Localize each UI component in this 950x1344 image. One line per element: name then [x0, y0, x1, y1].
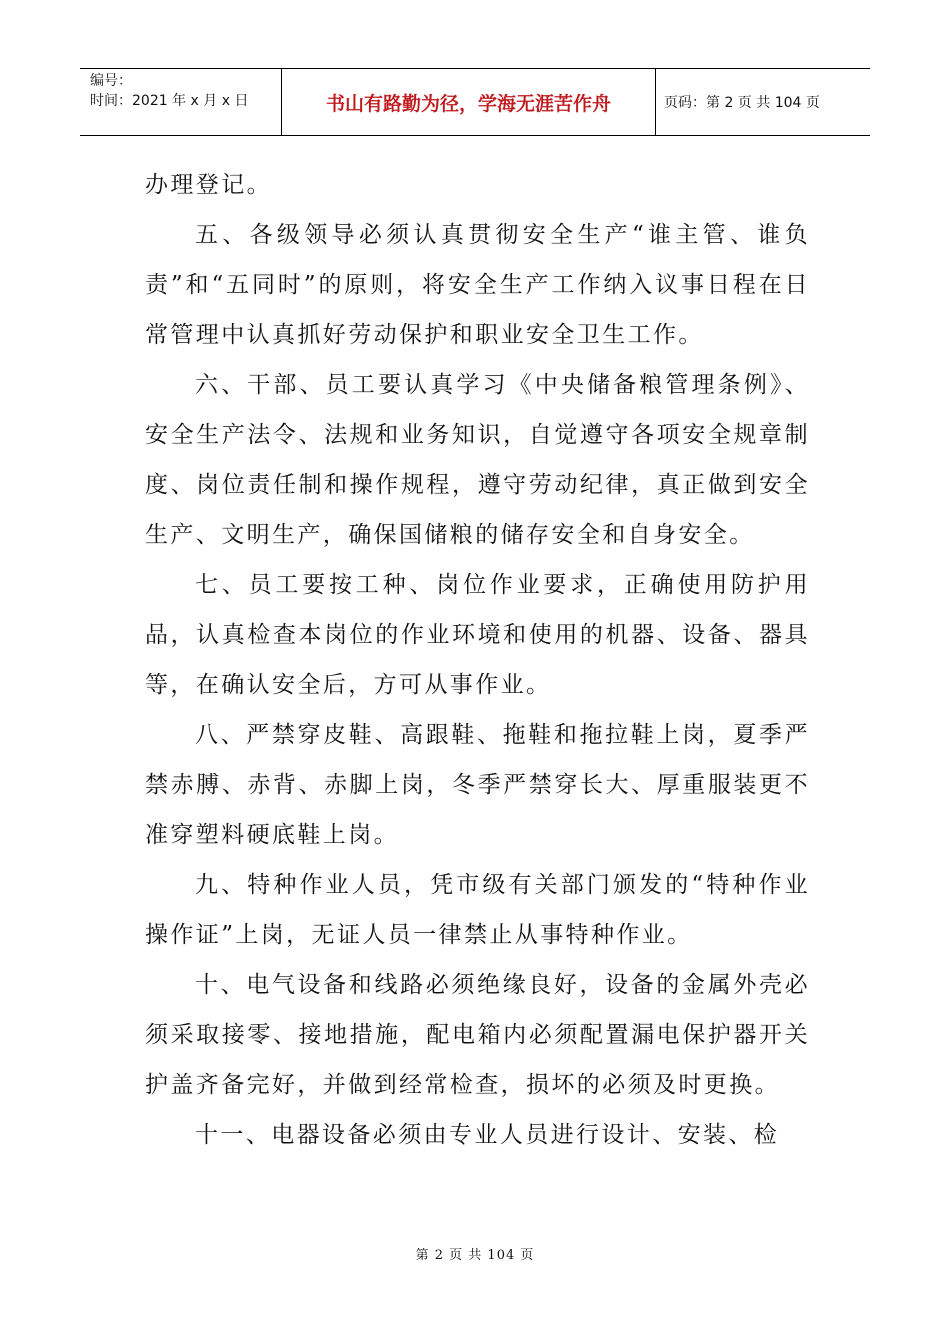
document-date: 时间：2021 年 x 月 x 日: [90, 93, 249, 109]
header-motto: 书山有路勤为径，学海无涯苦作舟: [282, 69, 656, 135]
paragraph: 十一、电器设备必须由专业人员进行设计、安装、检: [195, 1122, 780, 1148]
document-body: [145, 160, 810, 1160]
paragraph: 七、员工要按工种、岗位作业要求，正确使用防护用品，认真检查本岗位的作业环境和使用的机器、设备、器具等，在确认安全后，方可从事作业。: [145, 572, 810, 698]
document-number: 编号：: [90, 73, 132, 89]
page-footer: 第 2 页 共 104 页: [415, 1248, 535, 1263]
paragraph: 十、电气设备和线路必须绝缘良好，设备的金属外壳必须采取接零、接地措施，配电箱内必须配置漏电保护器开关护盖齐备完好，并做到经常检查，损坏的必须及时更换。: [145, 972, 810, 1098]
paragraph: 八、严禁穿皮鞋、高跟鞋、拖鞋和拖拉鞋上岗，夏季严禁赤膊、赤背、赤脚上岗，冬季严禁穿长大、厚重服装更不准穿塑料硬底鞋上岗。: [145, 722, 810, 848]
header-page-info: 页码：第 2 页 共 104 页: [664, 95, 820, 111]
page-header: [80, 68, 870, 136]
paragraph: 六、干部、员工要认真学习《中央储备粮管理条例》、安全生产法令、法规和业务知识，自觉遵守各项安全规章制度、岗位责任制和操作规程，遵守劳动纪律，真正做到安全生产、文明生产，确保国储粮的储存安全和自身安全。: [145, 372, 810, 548]
paragraph: 五、各级领导必须认真贯彻安全生产“谁主管、谁负责”和“五同时”的原则，将安全生产工作纳入议事日程在日常管理中认真抓好劳动保护和职业安全卫生工作。: [145, 222, 810, 348]
header-meta: [80, 69, 282, 135]
paragraph: 办理登记。: [145, 172, 272, 198]
paragraph: 九、特种作业人员，凭市级有关部门颁发的“特种作业操作证”上岗，无证人员一律禁止从事特种作业。: [145, 872, 810, 948]
